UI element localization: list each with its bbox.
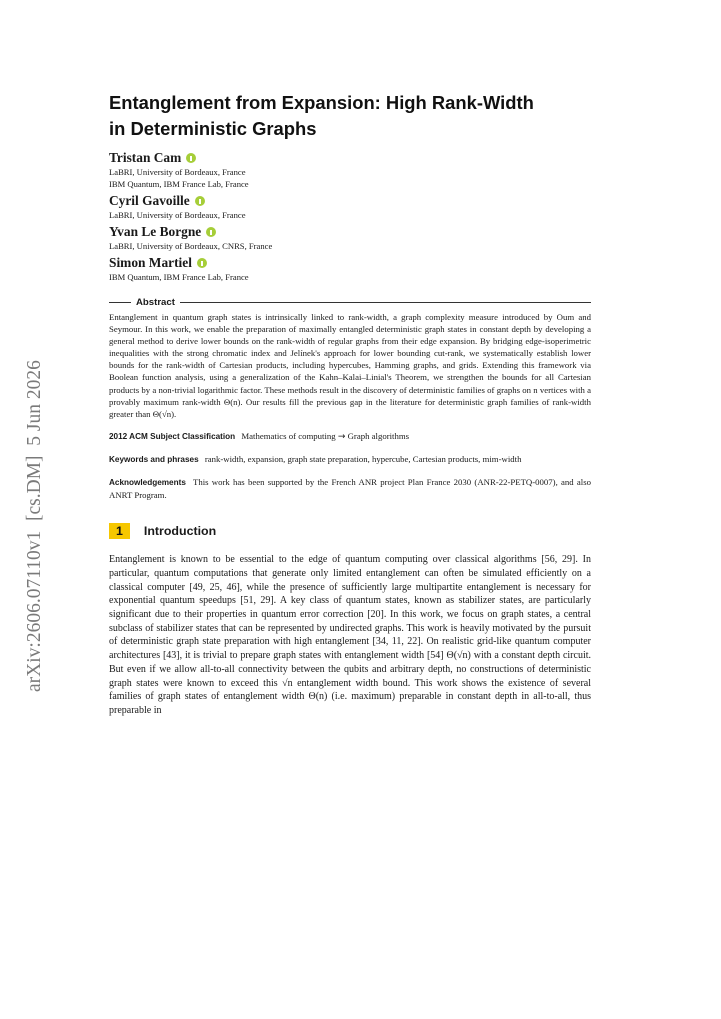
author-affiliation: IBM Quantum, IBM France Lab, France xyxy=(109,272,249,282)
keywords xyxy=(109,453,591,466)
author-block xyxy=(109,224,591,252)
keywords-text: rank-width, expansion, graph state preparation, hypercube, Cartesian products, mim-width xyxy=(204,453,522,464)
author-affiliation: LaBRI, University of Bordeaux, CNRS, France xyxy=(109,241,273,251)
acknowledgements xyxy=(109,476,591,501)
acm-text-before: Mathematics of computing xyxy=(241,430,336,441)
author-name: Simon Martiel xyxy=(109,255,192,270)
orcid-icon[interactable] xyxy=(195,196,205,206)
abstract-text: Entanglement in quantum graph states is intrinsically linked to rank-width, a graph complexity measure introduced by Oum and Seymour. In this work, we enable the preparation of maximally entangled deterministic graph states in constant depth by developing a general method to derive lower bounds on the rank-width of regular graphs from their edge expansion. By bridging edge-isoperimetric inequalities with the strong chromatic index and Jelínek's approach for lower bounding cut-rank, we systematically establish lower bounds for the rank-width of Cartesian products, including hypercubes, Hamming graphs, and grids. Extending this framework via Boolean function analysis, using a generalization of the Kahn–Kalai–Linial's Theorem, we strengthen the bounds for all Cartesian products by a non-trivial logarithmic factor. These methods result in the discovery of deterministic families of graphs on n vertices with a provably maximum rank-width Θ(n). Our results fill the previous gap in the literature for deterministic graph families of rank-width greater than Θ(√n). xyxy=(109,312,591,419)
paper-title xyxy=(109,90,591,142)
intro-paragraph: Entanglement is known to be essential to the edge of quantum computing over classical algorithms [56, 29]. In particular, quantum computations that generate only limited entanglement can often be simulated efficiently on a classical computer [49, 25, 46], while the presence of sufficiently large multipartite entanglement is necessary for exponential quantum speedups [51, 29]. A key class of quantum states, known as stabilizer states, are particularly significant due to their properties in quantum error correction [20]. In this work, we focus on graph states, a central subclass of stabilizer states that can be represented by undirected graphs. This work is heavily motivated by the pursuit of deterministic graph state preparation with high entanglement [34, 11, 22]. On realistic grid-like quantum computer architectures [43], it is trivial to prepare graph states with entanglement width [54] Θ(√n) with a constant depth circuit. But even if we allow all-to-all connectivity between the qubits and arbitrary depth, no constructions of deterministic graph states were known to exceed this √n entanglement width bound. This work shows the existence of several families of graph states of entanglement width Θ(n) (i.e. maximum) preparable in constant depth in all-to-all, thus preparable in xyxy=(109,554,591,716)
section-heading xyxy=(109,523,591,539)
orcid-icon[interactable] xyxy=(197,258,207,268)
orcid-icon[interactable] xyxy=(206,227,216,237)
acknowledgements-label: Acknowledgements xyxy=(109,478,186,488)
title-line-1: Entanglement from Expansion: High Rank-Width xyxy=(109,92,534,113)
keywords-label: Keywords and phrases xyxy=(109,454,199,464)
abstract-rule-left xyxy=(109,302,131,303)
acm-text-after: Graph algorithms xyxy=(347,430,410,441)
abstract-heading: Abstract xyxy=(136,297,175,308)
author-affiliation: LaBRI, University of Bordeaux, France xyxy=(109,167,246,177)
abstract-rule-right xyxy=(180,302,591,303)
author-name: Cyril Gavoille xyxy=(109,193,190,208)
abstract-heading-row xyxy=(109,297,591,308)
author-block xyxy=(109,193,591,221)
acknowledgements-text: This work has been supported by the French ANR project Plan France 2030 (ANR-22-PETQ-0007), and also ANRT Program. xyxy=(109,477,592,501)
author-block xyxy=(109,150,591,190)
author-affiliation: IBM Quantum, IBM France Lab, France xyxy=(109,179,249,189)
author-name: Yvan Le Borgne xyxy=(109,224,202,239)
paper-content xyxy=(109,90,591,718)
author-block xyxy=(109,255,591,283)
arxiv-stamp xyxy=(18,300,48,700)
right-arrow-icon: → xyxy=(337,431,346,442)
acm-classification xyxy=(109,430,591,443)
orcid-icon[interactable] xyxy=(186,153,196,163)
author-name: Tristan Cam xyxy=(109,150,182,165)
section-title: Introduction xyxy=(143,524,217,539)
arxiv-stamp-text: arXiv:2606.07110v1 [cs.DM] 5 Jun 2026 xyxy=(24,360,45,692)
title-line-2: in Deterministic Graphs xyxy=(109,118,317,139)
acm-label: 2012 ACM Subject Classification xyxy=(109,431,236,441)
section-number: 1 xyxy=(109,523,130,539)
author-affiliation: LaBRI, University of Bordeaux, France xyxy=(109,210,246,220)
